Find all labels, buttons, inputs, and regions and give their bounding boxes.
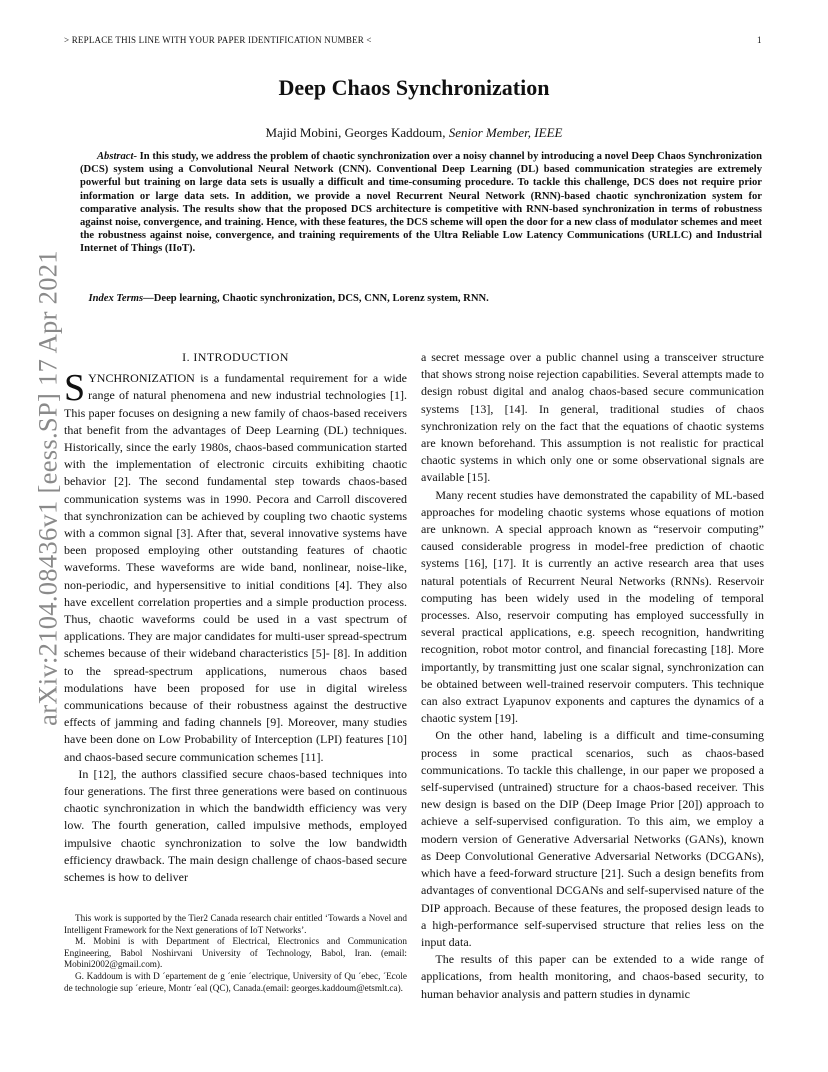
drop-cap: S [64,367,86,410]
intro-paragraph-2: In [12], the authors classified secure chaos-based techniques into four generations. The first three generations were based on continuous chaotic synchronization in which the bandwidth efficiency was very low. The fourth generation, called impulsive methods, employed impulsive chaotic synchronization to solve the low bandwidth efficiency drawback. The main design challenge of chaos-based secure schemes is how to deliver [64,766,407,885]
author-membership: Senior Member, IEEE [448,125,563,140]
footnote-author-2: G. Kaddoum is with D ´epartement de g ´enie ´electrique, University of Qu ´ebec, ´Ecole de technologie sup ´erieure, Montr ´eal (QC), Canada.(email: georges.kaddoum@etsmlt.ca). [64,970,407,993]
arxiv-stamp: arXiv:2104.08436v1 [eess.SP] 17 Apr 2021 [32,250,63,726]
index-terms-text: —Deep learning, Chaotic synchronization, DCS, CNN, Lorenz system, RNN. [143,293,489,304]
intro-paragraph-5: The results of this paper can be extended to a wide range of applications, from health monitoring, and chaos-based security, to human behavior analysis and pattern studies in dynamic [421,952,764,1001]
abstract [80,150,762,256]
section-heading: I. INTRODUCTION [182,350,289,364]
right-column [421,349,764,1003]
paper-title: Deep Chaos Synchronization [278,75,550,100]
footnote-funding: This work is supported by the Tier2 Canada research chair entitled ‘Towards a Novel and Intelligent Framework for the Next generations of IoT Networks’. [64,913,407,935]
left-column [64,349,407,886]
index-terms [80,293,762,304]
running-head: > REPLACE THIS LINE WITH YOUR PAPER IDENTIFICATION NUMBER < [64,35,372,45]
intro-paragraph-3: Many recent studies have demonstrated the capability of ML-based approaches for modeling chaotic systems whose equations of motion are unknown. A special approach known as “reservoir computing” caused considerable progress in model-free prediction of chaotic systems [16], [17]. It is currently an active research area that uses natural potentials of Recurrent Neural Networks (RNNs). Reservoir computing has been widely used in the modeling of temporal processes. Also, reservoir computing has employed successfully in several practical applications, e.g. speech recognition, handwriting recognition, robot motor control, and financial forecasting [18]. More importantly, by transmitting just one scalar signal, synchronization can be obtained between well-trained reservoir computers. This technique can also extract Lyapunov exponents and captures the dynamics of a chaotic system [19]. [421,487,764,726]
page-number: 1 [757,35,762,45]
intro-paragraph-2-continued: a secret message over a public channel using a transceiver structure that shows strong noise rejection capabilities. Several attempts made to design robust digital and analog chaos-based secure communication systems [13], [14]. In general, traditional studies of chaos synchronization rely on the fact that the equations of chaotic systems are known beforehand. This assumption is not realistic for practical chaotic systems in which only one or some observational signals are available [15]. [421,350,764,485]
author-names: Majid Mobini, Georges Kaddoum, [265,125,449,140]
intro-paragraph-1-text: YNCHRONIZATION is a fundamental requirement for a wide range of natural phenomena and new industrial technologies [1]. This paper focuses on designing a new family of chaos-based receivers that benefit from the advantages of Deep Learning (DL) techniques. Historically, since the early 1980s, chaos-based communication started with the implementation of electronic circuits exhibiting chaotic behavior [2]. The second fundamental step towards chaos-based communication systems was in 1990. Pecora and Carroll discovered that synchronization can be achieved by coupling two chaotic systems with a common signal [3]. After that, several innovative systems have been proposed employing other outstanding features of chaotic waveforms. These waveforms are wide band, nonlinear, noise-like, non-periodic, and hypersensitive to initial conditions [4]. They also have excellent correlation properties and a simple production process. Thus, chaotic waveforms could be used in a vast spectrum of applications. They are major candidates for multi-user spread-spectrum schemes because of their wideband characteristics [5]- [8]. In addition to the spread-spectrum applications, numerous chaos based modulations have been proposed for use in digital wireless communications because of their robustness against the destructive effects of jamming and fading channels [9]. Moreover, many studies have been done on Low Probability of Interception (LPI) features [10] and chaos-based secure communication schemes [11]. [64,371,407,764]
intro-paragraph-4: On the other hand, labeling is a difficult and time-consuming process in some practical scenarios, such as chaos-based communications. To tackle this challenge, in our paper we proposed a self-supervised (untrained) structure for a chaos-based receiver. This new design is based on the DIP (Deep Image Prior [20]) approach to achieve a self-supervised configuration. To this aim, we employ a modern version of Generative Adversarial Networks (GANs), known as Deep Convolutional Generative Adversarial Networks (DCGANs), which have a feed-forward structure [21]. Such a design benefits from advantages of conventional DCGANs and self-supervised nature of the DIP approach. Because of these features, the proposed design leads to a high-performance self-supervised structure that relies less on the input data. [421,728,764,949]
abstract-lead: Abstract- [96,151,137,162]
index-terms-lead: Index Terms [88,293,144,304]
intro-paragraph-1 [64,367,407,766]
abstract-text: In this study, we address the problem of chaotic synchronization over a noisy channel by introducing a novel Deep Chaos Synchronization (DCS) system using a Convolutional Neural Network (CNN). Conventional Deep Learning (DL) based communication strategies are extremely powerful but training on large data sets is usually a difficult and time-consuming procedure. To tackle this challenge, DCS does not require prior information or large data sets. In addition, we provide a novel Recurrent Neural Network (RNN)-based chaotic synchronization system for comparative analysis. The results show that the proposed DCS architecture is competitive with RNN-based synchronization in terms of robustness against noise, convergence, and training. Hence, with these features, the DCS scheme will open the door for a new class of modulator schemes and meet the robustness against noise, convergence, and training requirements of the Ultra Reliable Low Latency Communications (URLLC) and Industrial Internet of Things (IIoT). [80,151,762,255]
authors-line [64,125,764,141]
footnotes [64,913,407,994]
footnote-author-1: M. Mobini is with Department of Electrical, Electronics and Communication Engineering, Babol Noshirvani University of Technology, Babol, Iran. (email: Mobini2002@gmail.com). [64,936,407,970]
